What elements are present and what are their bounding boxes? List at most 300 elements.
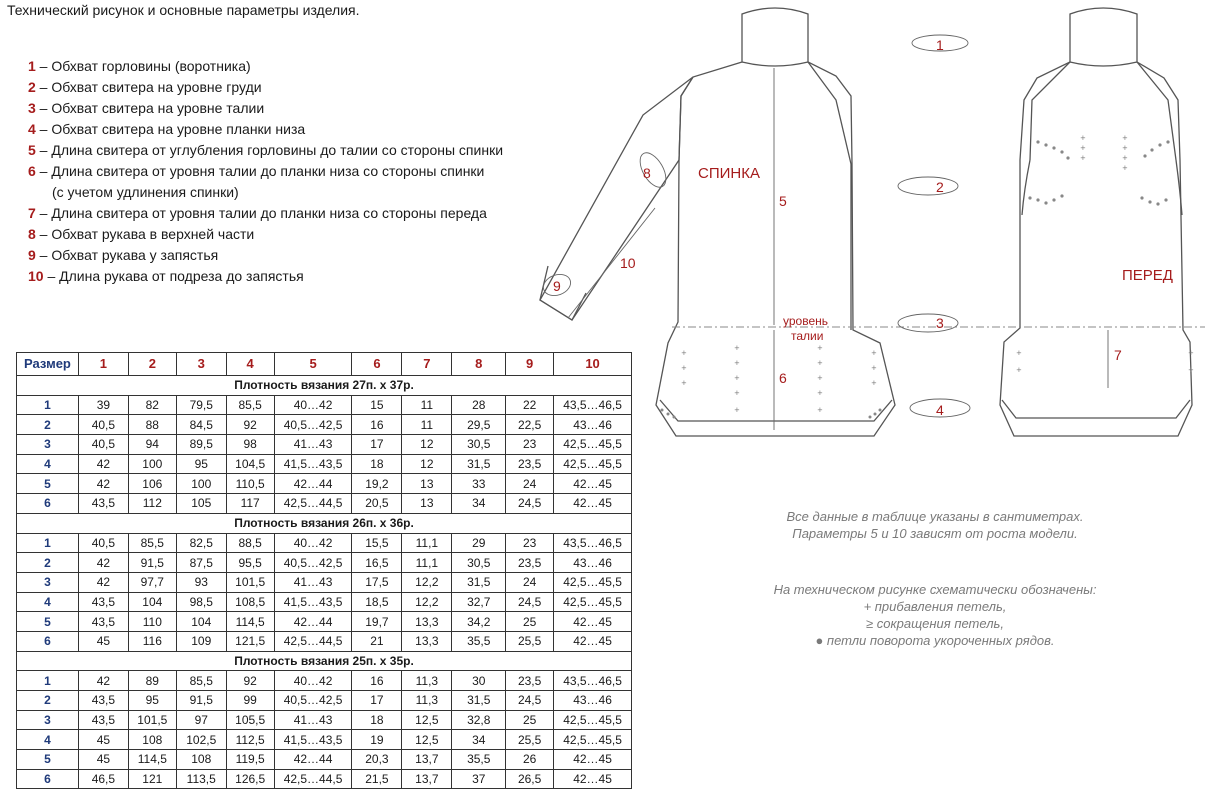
value-cell: 26	[506, 750, 554, 770]
value-cell: 88,5	[226, 533, 274, 553]
value-cell: 101,5	[128, 710, 176, 730]
value-cell: 42,5…45,5	[554, 592, 632, 612]
value-cell: 40,5…42,5	[274, 415, 352, 435]
value-cell: 41…43	[274, 435, 352, 455]
value-cell: 30,5	[452, 435, 506, 455]
value-cell: 114,5	[226, 612, 274, 632]
value-cell: 42,5…44,5	[274, 769, 352, 789]
table-header-cell: 6	[352, 353, 402, 376]
value-cell: 82,5	[176, 533, 226, 553]
table-row	[17, 533, 632, 553]
value-cell: 42…44	[274, 750, 352, 770]
value-cell: 24	[506, 474, 554, 494]
page-title: Технический рисунок и основные параметры изделия.	[7, 2, 360, 18]
value-cell: 33	[452, 474, 506, 494]
param-text: – Обхват рукава у запястья	[35, 247, 219, 263]
size-cell: 2	[17, 553, 79, 573]
mark-1: 1	[936, 37, 944, 53]
param-number: 8	[28, 226, 36, 242]
value-cell: 13,3	[402, 631, 452, 651]
table-header-cell: 10	[554, 353, 632, 376]
value-cell: 84,5	[176, 415, 226, 435]
svg-text:+: +	[1122, 134, 1128, 142]
table-header-cell: 8	[452, 353, 506, 376]
value-cell: 32,7	[452, 592, 506, 612]
param-text: – Длина свитера от уровня талии до планки низа со стороны переда	[35, 205, 487, 221]
table-row	[17, 494, 632, 514]
size-cell: 5	[17, 474, 79, 494]
value-cell: 91,5	[176, 691, 226, 711]
value-cell: 22	[506, 395, 554, 415]
section-title: Плотность вязания 26п. х 36р.	[17, 513, 632, 533]
value-cell: 85,5	[128, 533, 176, 553]
value-cell: 40,5	[78, 533, 128, 553]
table-header-cell: 9	[506, 353, 554, 376]
value-cell: 23	[506, 533, 554, 553]
param-text: – Обхват свитера на уровне планки низа	[35, 121, 306, 137]
value-cell: 42,5…44,5	[274, 631, 352, 651]
value-cell: 24	[506, 572, 554, 592]
svg-text:+: +	[681, 379, 687, 387]
value-cell: 23,5	[506, 671, 554, 691]
value-cell: 25,5	[506, 730, 554, 750]
value-cell: 34	[452, 730, 506, 750]
value-cell: 97,7	[128, 572, 176, 592]
value-cell: 40,5…42,5	[274, 691, 352, 711]
back-left-sleeve	[540, 77, 693, 320]
size-cell: 5	[17, 750, 79, 770]
value-cell: 12,2	[402, 592, 452, 612]
svg-text:+: +	[1016, 366, 1022, 374]
table-header-cell: 7	[402, 353, 452, 376]
mark-6: 6	[779, 370, 787, 386]
value-cell: 29,5	[452, 415, 506, 435]
value-cell: 113,5	[176, 769, 226, 789]
value-cell: 13,3	[402, 612, 452, 632]
svg-text:+: +	[734, 344, 740, 352]
value-cell: 98	[226, 435, 274, 455]
value-cell: 43,5…46,5	[554, 533, 632, 553]
value-cell: 41,5…43,5	[274, 454, 352, 474]
value-cell: 24,5	[506, 691, 554, 711]
size-cell: 3	[17, 710, 79, 730]
value-cell: 42,5…45,5	[554, 730, 632, 750]
table-header-cell: 3	[176, 353, 226, 376]
table-row	[17, 553, 632, 573]
param-text: – Обхват рукава в верхней части	[35, 226, 255, 242]
value-cell: 42	[78, 454, 128, 474]
value-cell: 42…45	[554, 769, 632, 789]
value-cell: 31,5	[452, 691, 506, 711]
value-cell: 29	[452, 533, 506, 553]
size-cell: 4	[17, 730, 79, 750]
measure-10-line	[568, 208, 655, 318]
value-cell: 40,5	[78, 435, 128, 455]
value-cell: 12,5	[402, 730, 452, 750]
value-cell: 94	[128, 435, 176, 455]
value-cell: 43,5	[78, 710, 128, 730]
value-cell: 16	[352, 415, 402, 435]
value-cell: 110	[128, 612, 176, 632]
mark-5: 5	[779, 193, 787, 209]
value-cell: 21	[352, 631, 402, 651]
value-cell: 41,5…43,5	[274, 592, 352, 612]
value-cell: 41…43	[274, 572, 352, 592]
value-cell: 102,5	[176, 730, 226, 750]
svg-text:+: +	[871, 379, 877, 387]
value-cell: 45	[78, 631, 128, 651]
value-cell: 11,1	[402, 553, 452, 573]
param-text: – Длина рукава от подреза до запястья	[43, 268, 304, 284]
svg-text:+: +	[1016, 349, 1022, 357]
table-section-row	[17, 513, 632, 533]
value-cell: 42	[78, 474, 128, 494]
value-cell: 40…42	[274, 671, 352, 691]
value-cell: 109	[176, 631, 226, 651]
param-text: – Длина свитера от углубления горловины до талии со стороны спинки	[35, 142, 504, 158]
value-cell: 19	[352, 730, 402, 750]
mark-2: 2	[936, 179, 944, 195]
note-line-5: ≥ сокращения петель,	[866, 616, 1004, 631]
value-cell: 92	[226, 415, 274, 435]
value-cell: 40…42	[274, 395, 352, 415]
mark-10: 10	[620, 255, 636, 271]
value-cell: 28	[452, 395, 506, 415]
table-row	[17, 769, 632, 789]
value-cell: 18	[352, 710, 402, 730]
svg-text:+: +	[817, 359, 823, 367]
value-cell: 95,5	[226, 553, 274, 573]
value-cell: 20,5	[352, 494, 402, 514]
value-cell: 24,5	[506, 592, 554, 612]
value-cell: 88	[128, 415, 176, 435]
value-cell: 42…45	[554, 612, 632, 632]
value-cell: 42…44	[274, 612, 352, 632]
value-cell: 117	[226, 494, 274, 514]
size-cell: 2	[17, 415, 79, 435]
size-cell: 3	[17, 572, 79, 592]
value-cell: 87,5	[176, 553, 226, 573]
back-neck-seam	[742, 62, 808, 66]
table-row	[17, 572, 632, 592]
svg-text:+: +	[1080, 144, 1086, 152]
value-cell: 12	[402, 435, 452, 455]
waist-label-1: уровень	[783, 314, 829, 328]
value-cell: 30	[452, 671, 506, 691]
table-section-row	[17, 651, 632, 671]
front-hem-band	[1002, 400, 1190, 418]
back-hem-band	[660, 400, 892, 421]
value-cell: 89	[128, 671, 176, 691]
value-cell: 19,7	[352, 612, 402, 632]
value-cell: 43,5…46,5	[554, 671, 632, 691]
value-cell: 37	[452, 769, 506, 789]
value-cell: 41…43	[274, 710, 352, 730]
value-cell: 11,3	[402, 691, 452, 711]
table-row	[17, 612, 632, 632]
value-cell: 35,5	[452, 631, 506, 651]
value-cell: 112,5	[226, 730, 274, 750]
value-cell: 25	[506, 710, 554, 730]
table-row	[17, 671, 632, 691]
value-cell: 89,5	[176, 435, 226, 455]
note-line-1: Все данные в таблице указаны в сантиметрах.	[786, 509, 1084, 524]
size-cell: 1	[17, 671, 79, 691]
value-cell: 42…44	[274, 474, 352, 494]
svg-text:+: +	[1080, 154, 1086, 162]
value-cell: 12	[402, 454, 452, 474]
svg-text:+: +	[734, 389, 740, 397]
value-cell: 12,2	[402, 572, 452, 592]
value-cell: 85,5	[226, 395, 274, 415]
value-cell: 42,5…45,5	[554, 710, 632, 730]
value-cell: 24,5	[506, 494, 554, 514]
svg-text:+: +	[681, 349, 687, 357]
section-title: Плотность вязания 27п. х 37р.	[17, 376, 632, 396]
table-row	[17, 710, 632, 730]
value-cell: 32,8	[452, 710, 506, 730]
value-cell: 108,5	[226, 592, 274, 612]
value-cell: 95	[128, 691, 176, 711]
value-cell: 13	[402, 474, 452, 494]
back-body-outline	[656, 8, 895, 436]
value-cell: 17	[352, 691, 402, 711]
legend-note	[700, 581, 1170, 649]
section-title: Плотность вязания 25п. х 35р.	[17, 651, 632, 671]
value-cell: 23,5	[506, 454, 554, 474]
param-number: 6	[28, 163, 36, 179]
value-cell: 42,5…45,5	[554, 435, 632, 455]
value-cell: 106	[128, 474, 176, 494]
value-cell: 121,5	[226, 631, 274, 651]
size-cell: 6	[17, 631, 79, 651]
ring-3	[898, 314, 958, 332]
value-cell: 43,5	[78, 612, 128, 632]
param-number: 7	[28, 205, 36, 221]
svg-text:+: +	[871, 364, 877, 372]
value-cell: 13	[402, 494, 452, 514]
mark-3: 3	[936, 315, 944, 331]
value-cell: 43…46	[554, 553, 632, 573]
param-number: 5	[28, 142, 36, 158]
svg-text:+: +	[734, 359, 740, 367]
param-text: – Обхват свитера на уровне груди	[35, 79, 262, 95]
table-header-cell: 4	[226, 353, 274, 376]
value-cell: 119,5	[226, 750, 274, 770]
value-cell: 105,5	[226, 710, 274, 730]
value-cell: 108	[176, 750, 226, 770]
size-cell: 6	[17, 494, 79, 514]
value-cell: 17,5	[352, 572, 402, 592]
value-cell: 26,5	[506, 769, 554, 789]
value-cell: 23,5	[506, 553, 554, 573]
value-cell: 42,5…45,5	[554, 454, 632, 474]
back-right-raglan	[808, 62, 851, 164]
svg-text:+: +	[1122, 164, 1128, 172]
svg-text:+: +	[1188, 349, 1194, 357]
value-cell: 92	[226, 671, 274, 691]
value-cell: 39	[78, 395, 128, 415]
mark-9: 9	[553, 278, 561, 294]
table-row	[17, 592, 632, 612]
value-cell: 43,5	[78, 494, 128, 514]
size-cell: 2	[17, 691, 79, 711]
value-cell: 30,5	[452, 553, 506, 573]
value-cell: 110,5	[226, 474, 274, 494]
mark-4: 4	[936, 402, 944, 418]
value-cell: 104	[176, 612, 226, 632]
front-armhole-left	[1022, 160, 1030, 215]
value-cell: 22,5	[506, 415, 554, 435]
value-cell: 25,5	[506, 631, 554, 651]
waist-label-2: талии	[791, 329, 824, 343]
front-right-raglan	[1137, 62, 1176, 160]
units-note	[700, 508, 1170, 542]
value-cell: 34,2	[452, 612, 506, 632]
value-cell: 18	[352, 454, 402, 474]
size-cell: 6	[17, 769, 79, 789]
value-cell: 35,5	[452, 750, 506, 770]
size-cell: 5	[17, 612, 79, 632]
value-cell: 45	[78, 730, 128, 750]
value-cell: 13,7	[402, 750, 452, 770]
value-cell: 101,5	[226, 572, 274, 592]
value-cell: 34	[452, 494, 506, 514]
value-cell: 112	[128, 494, 176, 514]
value-cell: 42…45	[554, 494, 632, 514]
value-cell: 15,5	[352, 533, 402, 553]
value-cell: 46,5	[78, 769, 128, 789]
value-cell: 43…46	[554, 691, 632, 711]
value-cell: 99	[226, 691, 274, 711]
value-cell: 104,5	[226, 454, 274, 474]
param-number: 2	[28, 79, 36, 95]
value-cell: 16,5	[352, 553, 402, 573]
svg-text:+: +	[871, 349, 877, 357]
value-cell: 40,5	[78, 415, 128, 435]
value-cell: 20,3	[352, 750, 402, 770]
note-line-6: ● петли поворота укороченных рядов.	[815, 633, 1055, 648]
size-cell: 1	[17, 533, 79, 553]
param-number: 3	[28, 100, 36, 116]
value-cell: 18,5	[352, 592, 402, 612]
svg-text:+: +	[1188, 366, 1194, 374]
svg-text:+: +	[1080, 134, 1086, 142]
svg-text:+: +	[817, 406, 823, 414]
value-cell: 42…45	[554, 631, 632, 651]
note-line-2: Параметры 5 и 10 зависят от роста модели.	[792, 526, 1078, 541]
value-cell: 23	[506, 435, 554, 455]
value-cell: 116	[128, 631, 176, 651]
param-continuation: (с учетом удлинения спинки)	[52, 184, 239, 200]
value-cell: 11	[402, 395, 452, 415]
value-cell: 40…42	[274, 533, 352, 553]
size-cell: 3	[17, 435, 79, 455]
value-cell: 43…46	[554, 415, 632, 435]
value-cell: 25	[506, 612, 554, 632]
front-body-outline	[1000, 8, 1192, 436]
svg-text:+: +	[817, 374, 823, 382]
table-row	[17, 691, 632, 711]
value-cell: 42…45	[554, 750, 632, 770]
value-cell: 79,5	[176, 395, 226, 415]
front-left-raglan	[1030, 62, 1070, 160]
value-cell: 45	[78, 750, 128, 770]
value-cell: 13,7	[402, 769, 452, 789]
value-cell: 105	[176, 494, 226, 514]
table-row	[17, 730, 632, 750]
ring-2	[898, 177, 958, 195]
size-cell: 4	[17, 454, 79, 474]
value-cell: 11,1	[402, 533, 452, 553]
param-number: 4	[28, 121, 36, 137]
value-cell: 19,2	[352, 474, 402, 494]
table-row	[17, 631, 632, 651]
table-header-cell: 5	[274, 353, 352, 376]
value-cell: 15	[352, 395, 402, 415]
table-row	[17, 750, 632, 770]
svg-text:+: +	[1122, 154, 1128, 162]
table-header-cell: 1	[78, 353, 128, 376]
value-cell: 93	[176, 572, 226, 592]
value-cell: 43,5…46,5	[554, 395, 632, 415]
param-number: 9	[28, 247, 36, 263]
value-cell: 11	[402, 415, 452, 435]
back-label: СПИНКА	[698, 165, 760, 182]
value-cell: 98,5	[176, 592, 226, 612]
value-cell: 11,3	[402, 671, 452, 691]
svg-text:+: +	[817, 344, 823, 352]
front-neck-seam	[1070, 62, 1137, 66]
svg-text:+: +	[734, 374, 740, 382]
value-cell: 126,5	[226, 769, 274, 789]
value-cell: 100	[128, 454, 176, 474]
value-cell: 114,5	[128, 750, 176, 770]
param-number: 10	[28, 268, 44, 284]
value-cell: 42	[78, 671, 128, 691]
value-cell: 12,5	[402, 710, 452, 730]
table-header-cell: 2	[128, 353, 176, 376]
svg-text:+: +	[1122, 144, 1128, 152]
param-number: 1	[28, 58, 36, 74]
value-cell: 17	[352, 435, 402, 455]
value-cell: 85,5	[176, 671, 226, 691]
value-cell: 42,5…44,5	[274, 494, 352, 514]
param-text: – Обхват свитера на уровне талии	[35, 100, 265, 116]
value-cell: 31,5	[452, 572, 506, 592]
value-cell: 43,5	[78, 592, 128, 612]
svg-text:+: +	[681, 364, 687, 372]
value-cell: 121	[128, 769, 176, 789]
value-cell: 16	[352, 671, 402, 691]
mark-7: 7	[1114, 347, 1122, 363]
param-text: – Длина свитера от уровня талии до планки низа со стороны спинки	[35, 163, 485, 179]
value-cell: 42,5…45,5	[554, 572, 632, 592]
value-cell: 97	[176, 710, 226, 730]
value-cell: 95	[176, 454, 226, 474]
note-line-3: На техническом рисунке схематически обозначены:	[773, 582, 1097, 597]
value-cell: 41,5…43,5	[274, 730, 352, 750]
mark-8: 8	[643, 165, 651, 181]
value-cell: 82	[128, 395, 176, 415]
param-text: – Обхват горловины (воротника)	[35, 58, 251, 74]
value-cell: 91,5	[128, 553, 176, 573]
table-row	[17, 474, 632, 494]
value-cell: 21,5	[352, 769, 402, 789]
size-cell: 4	[17, 592, 79, 612]
value-cell: 42	[78, 572, 128, 592]
value-cell: 43,5	[78, 691, 128, 711]
